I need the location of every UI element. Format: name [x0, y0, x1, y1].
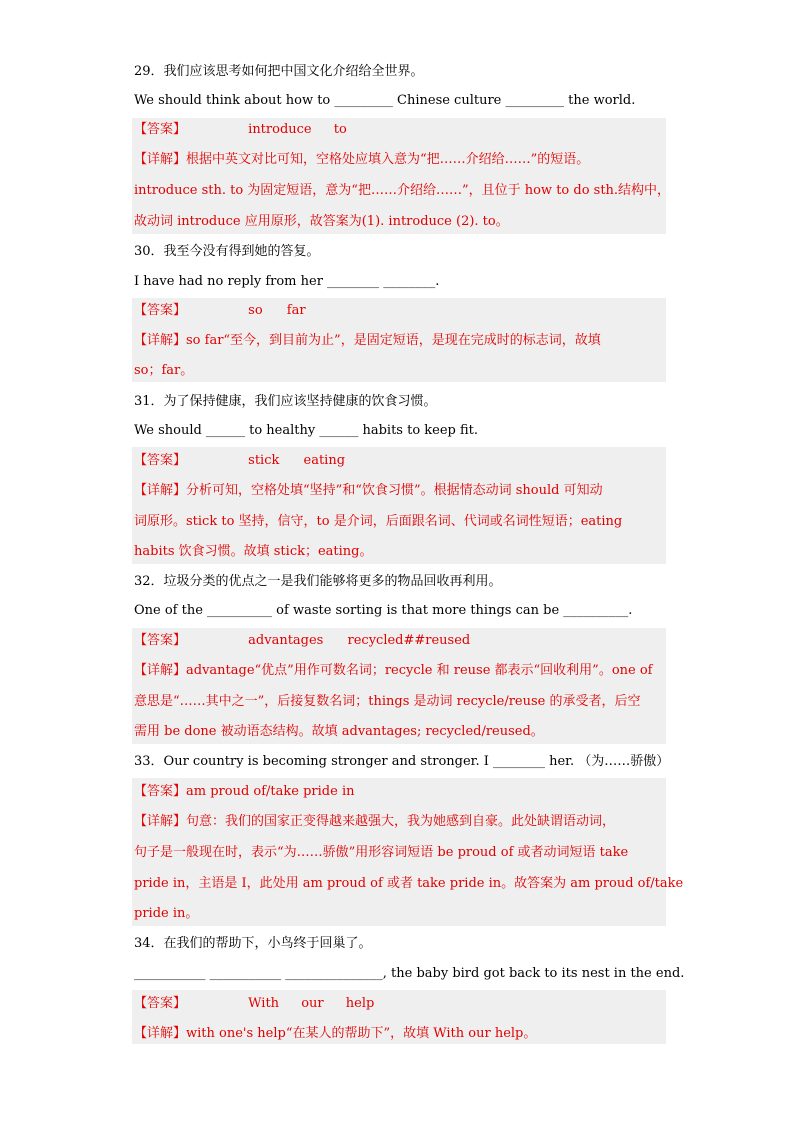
answer-box-33	[132, 778, 684, 926]
detail-line: 【详解】分析可知，空格处填“坚持”和“饮食习惯”。根据情态动词 should 可知动	[134, 483, 603, 498]
answer-box-34	[132, 990, 666, 1044]
answer-value: so	[248, 303, 263, 318]
answer-value: eating	[303, 453, 346, 468]
question-32-english: One of the __________ of waste sorting is that more things can be __________.	[134, 603, 633, 618]
answer-box-31	[132, 447, 666, 564]
answer-line	[134, 302, 306, 320]
answer-value: am proud of/take pride in	[186, 784, 355, 799]
detail-line: 【详解】句意：我们的国家正变得越来越强大，我为她感到自豪。此处缺谓语动词，	[134, 814, 616, 829]
answer-value: With	[248, 996, 280, 1011]
answer-value: introduce	[248, 122, 312, 137]
answer-line	[134, 452, 345, 470]
detail-line: 【详解】with one's help“在某人的帮助下”，故填 With our help。	[134, 1026, 537, 1041]
detail-line: 句子是一般现在时，表示“为……骄傲”用形容词短语 be proud of 或者动词短语 take	[134, 845, 629, 860]
question-34-chinese: 34．在我们的帮助下，小鸟终于回巢了。	[134, 936, 372, 951]
detail-line: 意思是“……其中之一”，后接复数名词；things 是动词 recycle/reuse 的承受者，后空	[134, 694, 641, 709]
answer-value: stick	[248, 453, 280, 468]
detail-line: so；far。	[134, 363, 194, 378]
answer-box-30	[132, 298, 666, 382]
detail-line: 【详解】so far“至今，到目前为止”，是固定短语，是现在完成时的标志词，故填	[134, 333, 601, 348]
answer-line	[134, 995, 374, 1013]
detail-line: 【详解】advantage“优点”用作可数名词；recycle 和 reuse 都表示“回收利用”。one of	[134, 663, 653, 678]
answer-line	[134, 632, 470, 650]
answer-box-29	[132, 118, 671, 234]
answer-tag: 【答案】	[134, 633, 187, 648]
answer-value: recycled##reused	[347, 633, 471, 648]
answer-tag: 【答案】	[134, 453, 187, 468]
question-34-english: ___________ ___________ _______________, the baby bird got back to its nest in the end.	[134, 966, 685, 981]
answer-value: advantages	[248, 633, 324, 648]
answer-tag: 【答案】	[134, 784, 187, 799]
question-30-english: I have had no reply from her ________ ________.	[134, 274, 440, 289]
answer-tag: 【答案】	[134, 303, 187, 318]
question-30-chinese: 30．我至今没有得到她的答复。	[134, 244, 320, 259]
detail-line: 需用 be done 被动语态结构。故填 advantages; recycled/reused。	[134, 724, 544, 739]
question-29-english: We should think about how to _________ Chinese culture _________ the world.	[134, 93, 636, 108]
answer-value: help	[345, 996, 375, 1011]
detail-line: habits 饮食习惯。故填 stick；eating。	[134, 544, 373, 559]
question-31-chinese: 31．为了保持健康，我们应该坚持健康的饮食习惯。	[134, 394, 437, 409]
answer-value: our	[301, 996, 324, 1011]
answer-line	[134, 783, 354, 801]
question-31-english: We should ______ to healthy ______ habits to keep fit.	[134, 423, 479, 438]
detail-line: pride in，主语是 I，此处用 am proud of 或者 take pride in。故答案为 am proud of/take	[134, 876, 684, 891]
answer-box-32	[132, 628, 666, 744]
detail-line: introduce sth. to 为固定短语，意为“把……介绍给……”，且位于 how to do sth.结构中，	[134, 183, 671, 198]
question-33-text: 33．Our country is becoming stronger and stronger. I ________ her. （为……骄傲）	[134, 754, 670, 769]
answer-line	[134, 121, 347, 139]
question-29-chinese: 29．我们应该思考如何把中国文化介绍给全世界。	[134, 64, 424, 79]
question-32-chinese: 32．垃圾分类的优点之一是我们能够将更多的物品回收再利用。	[134, 574, 502, 589]
answer-tag: 【答案】	[134, 996, 187, 1011]
answer-value: to	[333, 122, 347, 137]
detail-line: pride in。	[134, 906, 199, 921]
detail-line: 【详解】根据中英文对比可知，空格处应填入意为“把……介绍给……”的短语。	[134, 152, 590, 167]
detail-line: 词原形。stick to 坚持，信守，to 是介词，后面跟名词、代词或名词性短语；eating	[134, 514, 623, 529]
detail-line: 故动词 introduce 应用原形，故答案为(1). introduce (2). to。	[134, 214, 509, 229]
answer-tag: 【答案】	[134, 122, 187, 137]
answer-value: far	[286, 303, 306, 318]
